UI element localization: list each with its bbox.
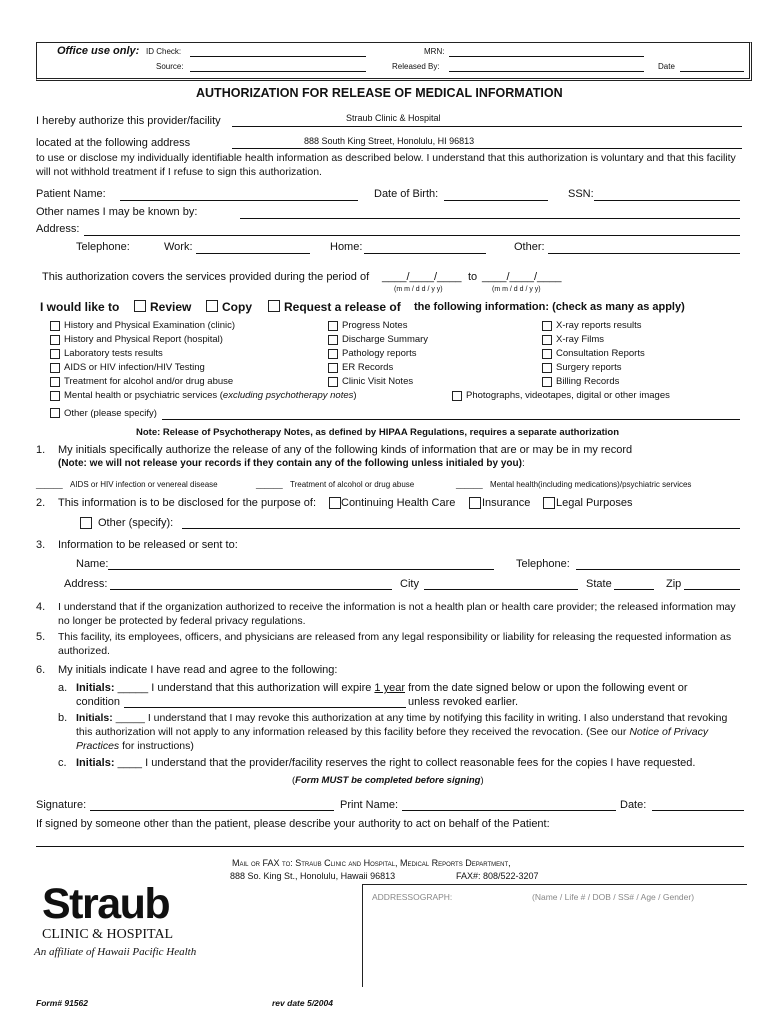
request-prefix: I would like to: [40, 300, 120, 314]
option-alcohol: Treatment of alcohol or drug abuse: [290, 480, 415, 489]
work-label: Work:: [164, 241, 193, 253]
source-field[interactable]: [190, 71, 366, 72]
ssn-field[interactable]: [594, 200, 740, 201]
item-c-label: c.: [58, 757, 67, 769]
work-phone-field[interactable]: [196, 253, 310, 254]
print-name-field[interactable]: [402, 810, 616, 811]
signature-date-field[interactable]: [652, 810, 744, 811]
item-surgery: Surgery reports: [556, 362, 622, 373]
continuing-care-checkbox[interactable]: [329, 497, 341, 509]
legal-label: Legal Purposes: [556, 497, 633, 509]
section-1-text: My initials specifically authorize the release of any of the following kinds of information that are or may be in my record: [58, 444, 633, 456]
signature-label: Signature:: [36, 799, 87, 811]
psychotherapy-note: Note: Release of Psychotherapy Notes, as defined by HIPAA Regulations, requires a separate authorization: [136, 427, 620, 438]
checkbox-other-info[interactable]: [50, 408, 60, 418]
checkbox-xray-films[interactable]: [542, 335, 552, 345]
telephone-label: Telephone:: [76, 241, 130, 253]
office-use-label: Office use only:: [57, 45, 140, 57]
city-field[interactable]: [424, 589, 578, 590]
other-names-field[interactable]: [240, 218, 740, 219]
other-phone-field[interactable]: [548, 253, 740, 254]
id-check-label: ID Check:: [146, 47, 182, 56]
other-names-label: Other names I may be known by:: [36, 206, 198, 218]
signature-field[interactable]: [90, 810, 334, 811]
item-a-unless: unless revoked earlier.: [408, 696, 519, 708]
office-date-label: Date: [658, 62, 675, 71]
source-label: Source:: [156, 62, 184, 71]
zip-label: Zip: [666, 578, 682, 590]
recipient-phone-label: Telephone:: [516, 558, 570, 570]
item-hp-clinic: History and Physical Examination (clinic): [64, 320, 236, 331]
home-label: Home:: [330, 241, 363, 253]
item-hp-hospital: History and Physical Report (hospital): [64, 334, 223, 345]
recipient-name-field[interactable]: [108, 569, 494, 570]
period-from-field[interactable]: ____/____/____: [382, 271, 462, 283]
voluntary-statement: to use or disclose my individually identifiable health information as described below. I understand that this authorization is voluntary and that this facility will not withhold treatment if I refuse to sign this authorization.: [36, 152, 736, 178]
insurance-label: Insurance: [482, 497, 531, 509]
item-mental-health: Mental health or psychiatric services (excluding psychotherapy notes): [64, 390, 357, 401]
item-photos: Photographs, videotapes, digital or other images: [466, 390, 670, 401]
item-a-condition-label: condition: [76, 696, 121, 708]
review-label: Review: [150, 300, 192, 314]
item-er-records: ER Records: [342, 362, 394, 373]
checkbox-pathology[interactable]: [328, 349, 338, 359]
print-name-label: Print Name:: [340, 799, 399, 811]
page-title: AUTHORIZATION FOR RELEASE OF MEDICAL INFORMATION: [196, 86, 563, 100]
located-label: located at the following address: [36, 137, 191, 149]
recipient-name-label: Name:: [76, 558, 109, 570]
checkbox-hp-clinic[interactable]: [50, 321, 60, 331]
item-xray-reports: X-ray reports results: [556, 320, 642, 331]
state-field[interactable]: [614, 589, 654, 590]
item-c-text: Initials: ____ I understand that the provider/facility reserves the right to collect reasonable fees for the copies I have requested.: [76, 757, 696, 769]
authorize-label: I hereby authorize this provider/facility: [36, 115, 221, 127]
checkbox-discharge[interactable]: [328, 335, 338, 345]
section-5-text: This facility, its employees, officers, and physicians are released from any legal responsibility or liability for releasing the requested information as authorized.: [58, 631, 732, 657]
checkbox-alcohol-drug[interactable]: [50, 377, 60, 387]
item-a-label: a.: [58, 682, 68, 694]
item-b-label: b.: [58, 712, 68, 724]
city-label: City: [400, 578, 419, 590]
copy-label: Copy: [222, 300, 252, 314]
mrn-label: MRN:: [424, 47, 445, 56]
other-purpose-label: Other (specify):: [98, 517, 174, 529]
provider-field[interactable]: [232, 126, 742, 127]
section-3-text: Information to be released or sent to:: [58, 539, 238, 551]
item-consultation: Consultation Reports: [556, 348, 645, 359]
other-purpose-field[interactable]: [182, 528, 740, 529]
continuing-care-label: Continuing Health Care: [341, 497, 456, 509]
section-6-number: 6.: [36, 664, 46, 676]
checkbox-photos[interactable]: [452, 391, 462, 401]
authority-text: If signed by someone other than the patient, please describe your authority to act on behalf of the Patient:: [36, 818, 550, 830]
checkbox-billing[interactable]: [542, 377, 552, 387]
released-by-field[interactable]: [449, 71, 644, 72]
provider-value: Straub Clinic & Hospital: [346, 113, 441, 123]
form-number: Form# 91562: [36, 998, 88, 1008]
section-4-text: I understand that if the organization authorized to receive the information is not a health plan or health care provider; the released information may no longer be protected by federal privacy regulations.: [58, 601, 736, 627]
mail-fax-line: Mail or FAX to: Straub Clinic and Hospital, Medical Reports Department,: [232, 858, 511, 868]
revision-date: rev date 5/2004: [272, 998, 333, 1008]
section-5-number: 5.: [36, 631, 46, 643]
item-discharge: Discharge Summary: [342, 334, 429, 345]
id-check-field[interactable]: [190, 56, 366, 57]
address-field[interactable]: [232, 148, 742, 149]
item-billing: Billing Records: [556, 376, 620, 387]
condition-field[interactable]: [124, 707, 406, 708]
checkbox-clinic-visit[interactable]: [328, 377, 338, 387]
copy-checkbox[interactable]: [206, 300, 218, 312]
insurance-checkbox[interactable]: [469, 497, 481, 509]
section-6-text: My initials indicate I have read and agree to the following:: [58, 664, 338, 676]
other-purpose-checkbox[interactable]: [80, 517, 92, 529]
checkbox-surgery[interactable]: [542, 363, 552, 373]
legal-checkbox[interactable]: [543, 497, 555, 509]
dob-label: Date of Birth:: [374, 188, 439, 200]
recipient-address-label: Address:: [64, 578, 108, 590]
option-mental: Mental health(including medications)/psychiatric services: [490, 480, 692, 489]
patient-name-field[interactable]: [120, 200, 358, 201]
section-2-text: This information is to be disclosed for the purpose of:: [58, 497, 317, 509]
addressograph-label: ADDRESSOGRAPH:: [372, 892, 453, 902]
must-complete-note: (Form MUST be completed before signing): [292, 775, 484, 786]
section-4-number: 4.: [36, 601, 46, 613]
checkbox-aids-hiv[interactable]: [50, 363, 60, 373]
section-1-note: (Note: we will not release your records if they contain any of the following unless initialed by you):: [58, 458, 525, 469]
dob-field[interactable]: [444, 200, 548, 201]
office-date-field[interactable]: [680, 71, 744, 72]
item-a-text: Initials: _____ I understand that this authorization will expire 1 year from the date signed below or upon the following event or: [76, 682, 688, 694]
address-value: 888 South King Street, Honolulu, HI 96813: [304, 136, 475, 146]
other-phone-label: Other:: [514, 241, 545, 253]
checkbox-xray-reports[interactable]: [542, 321, 552, 331]
date-format-hint: (m m / d d / y y): [394, 286, 443, 293]
item-b-text: Initials: _____ I understand that I may revoke this authorization at any time by notifying this facility in writing. I also understand that revoking this authorization will not apply to any information released by this facility before they received the revocation. (See our Notice of Privacy Practices for instructions): [76, 712, 728, 752]
initial-blank-alcohol[interactable]: ______: [256, 480, 283, 489]
item-other-info: Other (please specify): [64, 408, 157, 419]
item-xray-films: X-ray Films: [556, 334, 605, 345]
date-format-hint: (m m / d d / y y): [492, 286, 541, 293]
recipient-phone-field[interactable]: [576, 569, 740, 570]
mail-address: 888 So. King St., Honolulu, Hawaii 96813: [230, 871, 396, 881]
item-alcohol-drug: Treatment for alcohol and/or drug abuse: [64, 376, 234, 387]
item-lab-results: Laboratory tests results: [64, 348, 163, 359]
section-2-number: 2.: [36, 497, 46, 509]
item-progress-notes: Progress Notes: [342, 320, 408, 331]
option-aids: AIDS or HIV infection or venereal disease: [70, 480, 218, 489]
section-3-number: 3.: [36, 539, 46, 551]
review-checkbox[interactable]: [134, 300, 146, 312]
item-pathology: Pathology reports: [342, 348, 417, 359]
request-suffix: the following information: (check as many as apply): [414, 301, 685, 313]
release-label: Request a release of: [284, 300, 401, 314]
section-1-number: 1.: [36, 444, 46, 456]
checkbox-er-records[interactable]: [328, 363, 338, 373]
item-clinic-visit: Clinic Visit Notes: [342, 376, 414, 387]
straub-logo: Straub: [42, 880, 170, 928]
checkbox-consultation[interactable]: [542, 349, 552, 359]
checkbox-lab-results[interactable]: [50, 349, 60, 359]
logo-subtitle: CLINIC & HOSPITAL: [42, 927, 174, 942]
mrn-field[interactable]: [449, 56, 644, 57]
mail-fax-number: FAX#: 808/522-3207: [456, 871, 539, 881]
patient-name-label: Patient Name:: [36, 188, 106, 200]
patient-address-field[interactable]: [84, 235, 740, 236]
period-to-field[interactable]: ____/____/____: [482, 271, 562, 283]
addressograph-fields: (Name / Life # / DOB / SS# / Age / Gender): [532, 892, 695, 902]
checkbox-hp-hospital[interactable]: [50, 335, 60, 345]
released-by-label: Released By:: [392, 62, 440, 71]
initial-blank-mental[interactable]: ______: [456, 480, 483, 489]
ssn-label: SSN:: [568, 188, 594, 200]
recipient-address-field[interactable]: [110, 589, 392, 590]
checkbox-progress-notes[interactable]: [328, 321, 338, 331]
patient-address-label: Address:: [36, 223, 80, 235]
period-to-label: to: [468, 271, 478, 283]
logo-affiliate: An affiliate of Hawaii Pacific Health: [34, 946, 197, 958]
release-checkbox[interactable]: [268, 300, 280, 312]
initial-blank-aids[interactable]: ______: [36, 480, 63, 489]
authority-field[interactable]: [36, 846, 744, 847]
period-text: This authorization covers the services provided during the period of: [42, 271, 370, 283]
state-label: State: [586, 578, 612, 590]
home-phone-field[interactable]: [364, 253, 486, 254]
other-info-field[interactable]: [162, 419, 740, 420]
zip-field[interactable]: [684, 589, 740, 590]
checkbox-mental-health[interactable]: [50, 391, 60, 401]
signature-date-label: Date:: [620, 799, 647, 811]
item-aids-hiv: AIDS or HIV infection/HIV Testing: [64, 362, 205, 373]
